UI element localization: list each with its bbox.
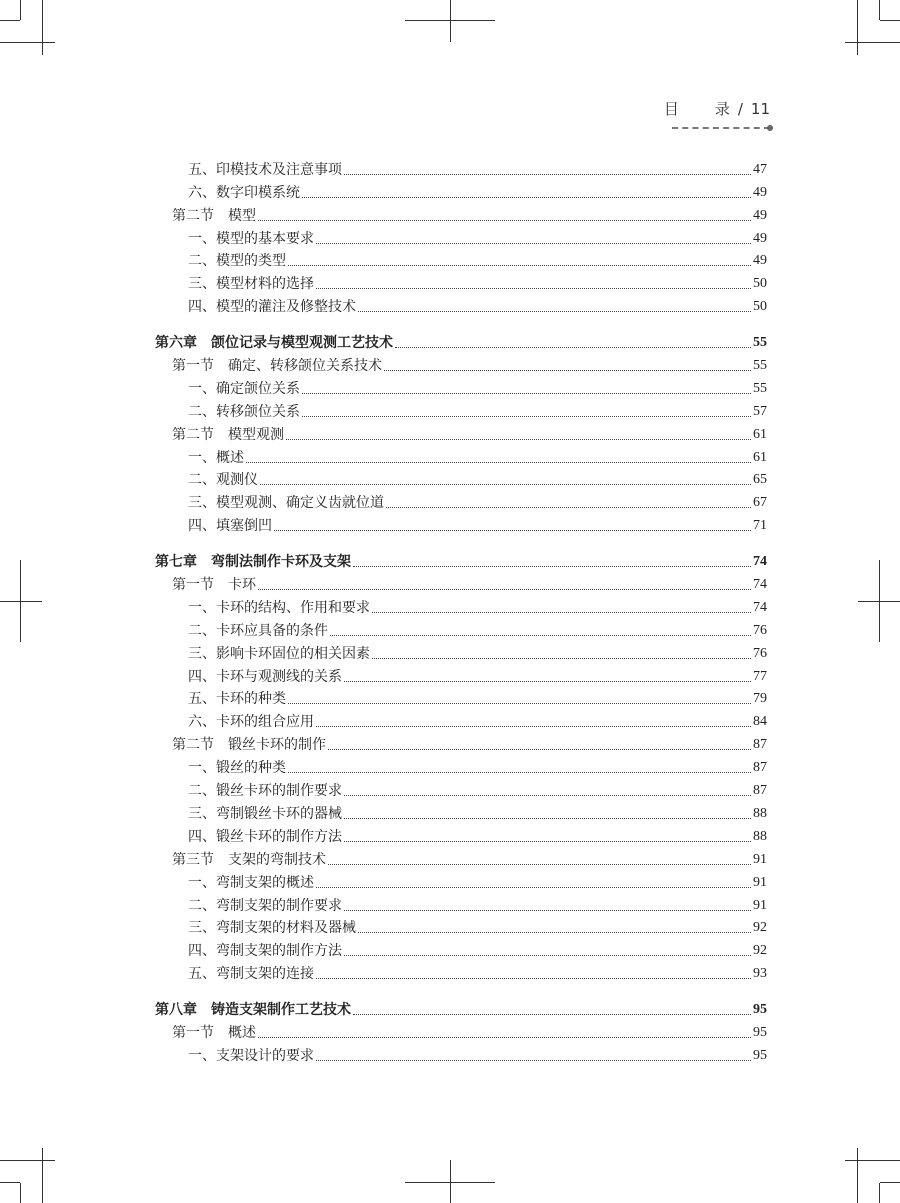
toc-entry-title: 一、锻丝的种类 xyxy=(188,760,286,777)
dot-leader xyxy=(330,635,751,636)
toc-entry-title: 二、模型的类型 xyxy=(188,253,286,270)
crop-mark xyxy=(879,0,880,20)
toc-entry-title: 四、卡环与观测线的关系 xyxy=(188,668,342,685)
toc-item-entry[interactable] xyxy=(155,293,767,316)
toc-entry-page: 88 xyxy=(753,805,767,821)
toc-entry-title: 四、弯制支架的制作方法 xyxy=(188,943,342,960)
toc-item-entry[interactable] xyxy=(155,594,767,617)
toc-entry-page: 49 xyxy=(753,230,767,246)
crop-mark xyxy=(0,42,55,43)
dot-leader xyxy=(302,197,751,198)
toc-entry-title: 第八章 铸造支架制作工艺技术 xyxy=(155,1002,351,1019)
toc-entry-title: 四、填塞倒凹 xyxy=(188,518,272,535)
toc-item-entry[interactable] xyxy=(155,270,767,293)
toc-entry-page: 71 xyxy=(753,518,767,534)
dot-leader xyxy=(316,726,751,727)
toc-entry-page: 47 xyxy=(753,161,767,177)
crop-mark xyxy=(20,1183,21,1203)
toc-entry-title: 第一节 概述 xyxy=(172,1024,256,1041)
dot-leader xyxy=(353,566,751,567)
dot-leader xyxy=(288,265,751,266)
dot-leader xyxy=(316,887,751,888)
toc-entry-page: 87 xyxy=(753,760,767,776)
toc-group xyxy=(155,156,767,316)
toc-entry-page: 49 xyxy=(753,207,767,223)
toc-chapter-entry[interactable] xyxy=(155,548,767,571)
toc-group xyxy=(155,329,767,535)
toc-item-entry[interactable] xyxy=(155,375,767,398)
toc-entry-title: 第一节 确定、转移颌位关系技术 xyxy=(172,358,382,375)
toc-entry-page: 79 xyxy=(753,691,767,707)
toc-item-entry[interactable] xyxy=(155,960,767,983)
toc-entry-page: 61 xyxy=(753,449,767,465)
toc-section-entry[interactable] xyxy=(155,571,767,594)
dot-leader xyxy=(274,530,751,531)
toc-entry-title: 第七章 弯制法制作卡环及支架 xyxy=(155,554,351,571)
toc-entry-page: 87 xyxy=(753,783,767,799)
crop-mark xyxy=(879,560,880,642)
toc-entry-title: 三、模型材料的选择 xyxy=(188,276,314,293)
dot-leader xyxy=(395,347,751,348)
toc-item-entry[interactable] xyxy=(155,686,767,709)
toc-entry-page: 55 xyxy=(753,335,767,351)
dot-leader xyxy=(302,416,751,417)
crop-mark xyxy=(845,1160,900,1161)
toc-item-entry[interactable] xyxy=(155,777,767,800)
toc-item-entry[interactable] xyxy=(155,398,767,421)
toc-entry-title: 四、锻丝卡环的制作方法 xyxy=(188,828,342,845)
crop-mark xyxy=(450,0,451,42)
crop-mark xyxy=(42,0,43,55)
toc-entry-title: 第一节 卡环 xyxy=(172,577,256,594)
toc-section-entry[interactable] xyxy=(155,846,767,869)
toc-entry-page: 76 xyxy=(753,645,767,661)
dot-leader xyxy=(344,818,751,819)
dot-leader xyxy=(286,439,751,440)
toc-entry-title: 二、锻丝卡环的制作要求 xyxy=(188,783,342,800)
toc-entry-page: 49 xyxy=(753,184,767,200)
toc-entry-title: 第二节 模型 xyxy=(172,207,256,224)
toc-item-entry[interactable] xyxy=(155,915,767,938)
toc-entry-page: 95 xyxy=(753,1024,767,1040)
toc-entry-page: 55 xyxy=(753,380,767,396)
toc-entry-page: 95 xyxy=(753,1047,767,1063)
toc-group xyxy=(155,996,767,1065)
toc-entry-page: 50 xyxy=(753,299,767,315)
toc-chapter-entry[interactable] xyxy=(155,329,767,352)
crop-mark xyxy=(857,0,858,55)
table-of-contents xyxy=(155,156,767,1078)
toc-entry-page: 57 xyxy=(753,403,767,419)
dot-leader xyxy=(316,1060,751,1061)
dot-leader xyxy=(372,612,751,613)
crop-mark xyxy=(880,20,900,21)
toc-item-entry[interactable] xyxy=(155,937,767,960)
toc-item-entry[interactable] xyxy=(155,892,767,915)
toc-item-entry[interactable] xyxy=(155,1042,767,1065)
dot-leader xyxy=(353,1014,751,1015)
rule-end-dot xyxy=(767,125,773,131)
toc-section-entry[interactable] xyxy=(155,352,767,375)
crop-mark xyxy=(20,0,21,20)
crop-mark xyxy=(857,1148,858,1203)
toc-item-entry[interactable] xyxy=(155,467,767,490)
crop-mark xyxy=(0,1182,20,1183)
dot-leader xyxy=(358,932,751,933)
dot-leader xyxy=(260,484,751,485)
toc-section-entry[interactable] xyxy=(155,1019,767,1042)
toc-section-entry[interactable] xyxy=(155,421,767,444)
toc-entry-title: 第三节 支架的弯制技术 xyxy=(172,851,326,868)
toc-entry-page: 49 xyxy=(753,253,767,269)
toc-section-entry[interactable] xyxy=(155,731,767,754)
toc-entry-title: 二、转移颌位关系 xyxy=(188,403,300,420)
toc-item-entry[interactable] xyxy=(155,640,767,663)
toc-section-entry[interactable] xyxy=(155,202,767,225)
dot-leader xyxy=(344,955,751,956)
dot-leader xyxy=(372,658,751,659)
running-header xyxy=(660,98,770,129)
dot-leader xyxy=(316,288,751,289)
toc-item-entry[interactable] xyxy=(155,754,767,777)
toc-item-entry[interactable] xyxy=(155,663,767,686)
crop-mark xyxy=(0,1160,55,1161)
dot-leader xyxy=(328,749,751,750)
header-title-a: 目 xyxy=(663,100,679,118)
header-title-b: 录 xyxy=(714,100,730,118)
toc-entry-title: 二、卡环应具备的条件 xyxy=(188,622,328,639)
toc-entry-title: 一、确定颌位关系 xyxy=(188,380,300,397)
toc-item-entry[interactable] xyxy=(155,512,767,535)
dot-leader xyxy=(384,370,751,371)
dot-leader xyxy=(258,1037,751,1038)
toc-entry-page: 50 xyxy=(753,276,767,292)
toc-entry-title: 第二节 锻丝卡环的制作 xyxy=(172,737,326,754)
toc-item-entry[interactable] xyxy=(155,248,767,271)
toc-item-entry[interactable] xyxy=(155,869,767,892)
crop-mark xyxy=(845,42,900,43)
header-separator: / xyxy=(737,100,743,118)
dot-leader xyxy=(344,910,751,911)
dot-leader xyxy=(316,978,751,979)
toc-entry-title: 五、弯制支架的连接 xyxy=(188,966,314,983)
toc-item-entry[interactable] xyxy=(155,823,767,846)
toc-entry-page: 67 xyxy=(753,495,767,511)
toc-entry-title: 一、概述 xyxy=(188,449,244,466)
dot-leader xyxy=(328,864,751,865)
dot-leader xyxy=(344,841,751,842)
toc-item-entry[interactable] xyxy=(155,179,767,202)
dot-leader xyxy=(258,589,751,590)
toc-entry-page: 92 xyxy=(753,920,767,936)
dot-leader xyxy=(316,243,751,244)
dot-leader xyxy=(302,393,751,394)
crop-mark xyxy=(0,20,20,21)
dot-leader xyxy=(246,462,751,463)
toc-entry-title: 一、模型的基本要求 xyxy=(188,230,314,247)
toc-item-entry[interactable] xyxy=(155,708,767,731)
dot-leader xyxy=(344,174,751,175)
crop-mark xyxy=(450,1160,451,1203)
toc-entry-page: 76 xyxy=(753,622,767,638)
toc-entry-page: 92 xyxy=(753,943,767,959)
toc-item-entry[interactable] xyxy=(155,489,767,512)
toc-entry-title: 三、弯制锻丝卡环的器械 xyxy=(188,805,342,822)
toc-entry-title: 五、卡环的种类 xyxy=(188,691,286,708)
toc-entry-page: 91 xyxy=(753,851,767,867)
dot-leader xyxy=(288,703,751,704)
toc-item-entry[interactable] xyxy=(155,444,767,467)
dot-leader xyxy=(288,772,751,773)
toc-entry-title: 六、数字印模系统 xyxy=(188,184,300,201)
toc-entry-title: 五、印模技术及注意事项 xyxy=(188,161,342,178)
header-dashed-rule xyxy=(672,127,770,129)
toc-entry-title: 四、模型的灌注及修整技术 xyxy=(188,299,356,316)
dot-leader xyxy=(386,507,751,508)
crop-mark xyxy=(879,1183,880,1203)
toc-entry-page: 93 xyxy=(753,966,767,982)
toc-entry-title: 一、卡环的结构、作用和要求 xyxy=(188,599,370,616)
toc-entry-title: 二、弯制支架的制作要求 xyxy=(188,897,342,914)
toc-entry-title: 三、弯制支架的材料及器械 xyxy=(188,920,356,937)
header-page-number: 11 xyxy=(750,100,770,118)
toc-entry-page: 65 xyxy=(753,472,767,488)
crop-mark xyxy=(0,601,42,602)
toc-entry-page: 55 xyxy=(753,358,767,374)
toc-entry-page: 74 xyxy=(753,554,767,570)
dot-leader xyxy=(258,220,751,221)
crop-mark xyxy=(42,1148,43,1203)
toc-entry-page: 91 xyxy=(753,897,767,913)
toc-entry-title: 一、弯制支架的概述 xyxy=(188,874,314,891)
toc-entry-title: 第二节 模型观测 xyxy=(172,426,284,443)
toc-entry-page: 91 xyxy=(753,874,767,890)
toc-entry-page: 74 xyxy=(753,577,767,593)
toc-entry-title: 一、支架设计的要求 xyxy=(188,1047,314,1064)
toc-item-entry[interactable] xyxy=(155,225,767,248)
toc-entry-title: 三、模型观测、确定义齿就位道 xyxy=(188,495,384,512)
toc-group xyxy=(155,548,767,983)
toc-entry-page: 84 xyxy=(753,714,767,730)
toc-entry-title: 六、卡环的组合应用 xyxy=(188,714,314,731)
crop-mark xyxy=(20,560,21,642)
toc-entry-title: 三、影响卡环固位的相关因素 xyxy=(188,645,370,662)
toc-item-entry[interactable] xyxy=(155,156,767,179)
toc-entry-page: 87 xyxy=(753,737,767,753)
toc-item-entry[interactable] xyxy=(155,617,767,640)
dot-leader xyxy=(344,795,751,796)
toc-entry-page: 95 xyxy=(753,1002,767,1018)
dot-leader xyxy=(344,681,751,682)
crop-mark xyxy=(880,1182,900,1183)
toc-entry-page: 61 xyxy=(753,426,767,442)
toc-entry-title: 第六章 颌位记录与模型观测工艺技术 xyxy=(155,335,393,352)
toc-item-entry[interactable] xyxy=(155,800,767,823)
dot-leader xyxy=(358,311,751,312)
toc-chapter-entry[interactable] xyxy=(155,996,767,1019)
toc-entry-page: 74 xyxy=(753,599,767,615)
toc-entry-title: 二、观测仪 xyxy=(188,472,258,489)
toc-entry-page: 77 xyxy=(753,668,767,684)
toc-entry-page: 88 xyxy=(753,828,767,844)
